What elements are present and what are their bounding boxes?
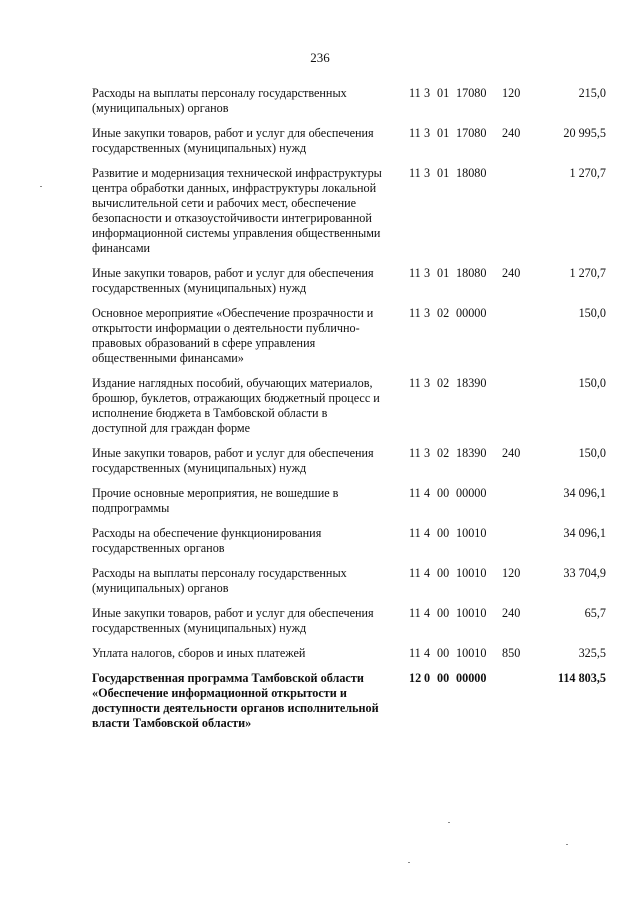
row-name: Иные закупки товаров, работ и услуг для обеспечения государственных (муниципальных) нужд <box>92 126 374 155</box>
code-subprogram: 02 <box>437 376 450 390</box>
scan-speck <box>566 844 568 845</box>
code-direction: 18390 <box>456 446 487 460</box>
code-subprogram: 01 <box>437 86 450 100</box>
code-direction: 10010 <box>456 566 487 580</box>
code-program: 3 <box>424 266 431 280</box>
code-subprogram: 00 <box>437 646 450 660</box>
code-direction: 10010 <box>456 646 487 660</box>
code-program: 3 <box>424 126 431 140</box>
code-section: 11 <box>409 266 421 280</box>
code-subprogram: 01 <box>437 266 450 280</box>
row-name: Иные закупки товаров, работ и услуг для обеспечения государственных (муниципальных) нужд <box>92 446 374 475</box>
table-row <box>0 446 640 476</box>
page-number: 236 <box>310 50 330 65</box>
code-subprogram: 00 <box>437 671 450 685</box>
scan-speck <box>40 186 42 187</box>
row-amount: 150,0 <box>578 306 606 320</box>
row-name: Уплата налогов, сборов и иных платежей <box>92 646 306 660</box>
code-direction: 00000 <box>456 306 487 320</box>
code-direction: 18390 <box>456 376 487 390</box>
code-program: 4 <box>424 566 431 580</box>
row-amount: 114 803,5 <box>557 671 606 685</box>
code-expense-type: 120 <box>502 86 521 100</box>
row-amount: 215,0 <box>578 86 606 100</box>
code-subprogram: 00 <box>437 566 450 580</box>
code-program: 4 <box>424 486 431 500</box>
code-program: 3 <box>424 306 431 320</box>
scan-speck <box>408 862 410 863</box>
budget-table <box>0 86 640 741</box>
code-program: 3 <box>424 86 431 100</box>
row-amount: 1 270,7 <box>569 166 606 180</box>
code-direction: 00000 <box>456 486 487 500</box>
code-program: 4 <box>424 646 431 660</box>
code-subprogram: 01 <box>437 166 450 180</box>
row-name: Развитие и модернизация технической инфраструктуры центра обработки данных, инфраструктуры локальной вычислительной сети и рабочих мест, обеспечение безопасности и отказоустойчивости интегрированной информационной системы управления общественными финансами <box>92 166 382 255</box>
row-name: Иные закупки товаров, работ и услуг для обеспечения государственных (муниципальных) нужд <box>92 266 374 295</box>
code-expense-type: 850 <box>502 646 521 660</box>
code-section: 11 <box>409 166 421 180</box>
row-name: Иные закупки товаров, работ и услуг для обеспечения государственных (муниципальных) нужд <box>92 606 374 635</box>
table-row-program-total <box>0 671 640 731</box>
code-section: 12 <box>409 671 422 685</box>
code-subprogram: 00 <box>437 486 450 500</box>
code-direction: 10010 <box>456 526 487 540</box>
code-section: 11 <box>409 446 421 460</box>
row-amount: 1 270,7 <box>569 266 606 280</box>
table-row <box>0 166 640 256</box>
table-row <box>0 526 640 556</box>
code-expense-type: 120 <box>502 566 521 580</box>
row-amount: 325,5 <box>578 646 606 660</box>
table-row <box>0 486 640 516</box>
table-row <box>0 126 640 156</box>
row-amount: 65,7 <box>584 606 606 620</box>
code-expense-type: 240 <box>502 606 521 620</box>
code-section: 11 <box>409 86 421 100</box>
code-expense-type: 240 <box>502 266 521 280</box>
row-name: Издание наглядных пособий, обучающих материалов, брошюр, буклетов, отражающих бюджетный процесс и исполнение бюджета в Тамбовской области в доступной для граждан форме <box>92 376 380 435</box>
row-amount: 34 096,1 <box>563 486 606 500</box>
row-name: Прочие основные мероприятия, не вошедшие в подпрограммы <box>92 486 339 515</box>
code-direction: 10010 <box>456 606 487 620</box>
code-section: 11 <box>409 376 421 390</box>
row-name: Основное мероприятие «Обеспечение прозрачности и открытости информации о деятельности публично-правовых образований в сфере управления общественными финансами» <box>92 306 374 365</box>
row-name: Расходы на выплаты персоналу государственных (муниципальных) органов <box>92 86 347 115</box>
row-amount: 20 995,5 <box>563 126 606 140</box>
code-section: 11 <box>409 566 421 580</box>
row-amount: 34 096,1 <box>563 526 606 540</box>
table-row <box>0 646 640 661</box>
table-row <box>0 306 640 366</box>
table-row <box>0 86 640 116</box>
table-row <box>0 266 640 296</box>
code-expense-type: 240 <box>502 446 521 460</box>
scan-speck <box>448 822 450 823</box>
code-subprogram: 00 <box>437 526 450 540</box>
code-program: 0 <box>424 671 431 685</box>
code-subprogram: 02 <box>437 446 450 460</box>
code-subprogram: 01 <box>437 126 450 140</box>
code-direction: 17080 <box>456 86 487 100</box>
code-direction: 00000 <box>456 671 487 685</box>
code-program: 3 <box>424 446 431 460</box>
row-name: Государственная программа Тамбовской области «Обеспечение информационной открытости и доступности деятельности органов исполнительной власти Тамбовской области» <box>92 671 379 730</box>
code-direction: 18080 <box>456 266 487 280</box>
code-program: 4 <box>424 526 431 540</box>
code-direction: 17080 <box>456 126 487 140</box>
code-section: 11 <box>409 486 421 500</box>
code-direction: 18080 <box>456 166 487 180</box>
code-program: 3 <box>424 166 431 180</box>
code-program: 3 <box>424 376 431 390</box>
code-subprogram: 00 <box>437 606 450 620</box>
code-program: 4 <box>424 606 431 620</box>
code-expense-type: 240 <box>502 126 521 140</box>
row-amount: 150,0 <box>578 446 606 460</box>
code-section: 11 <box>409 126 421 140</box>
table-row <box>0 606 640 636</box>
code-section: 11 <box>409 606 421 620</box>
table-row <box>0 566 640 596</box>
code-section: 11 <box>409 306 421 320</box>
row-amount: 150,0 <box>578 376 606 390</box>
table-row <box>0 376 640 436</box>
row-name: Расходы на обеспечение функционирования государственных органов <box>92 526 322 555</box>
row-amount: 33 704,9 <box>563 566 606 580</box>
row-name: Расходы на выплаты персоналу государственных (муниципальных) органов <box>92 566 347 595</box>
code-section: 11 <box>409 646 421 660</box>
code-section: 11 <box>409 526 421 540</box>
code-subprogram: 02 <box>437 306 450 320</box>
